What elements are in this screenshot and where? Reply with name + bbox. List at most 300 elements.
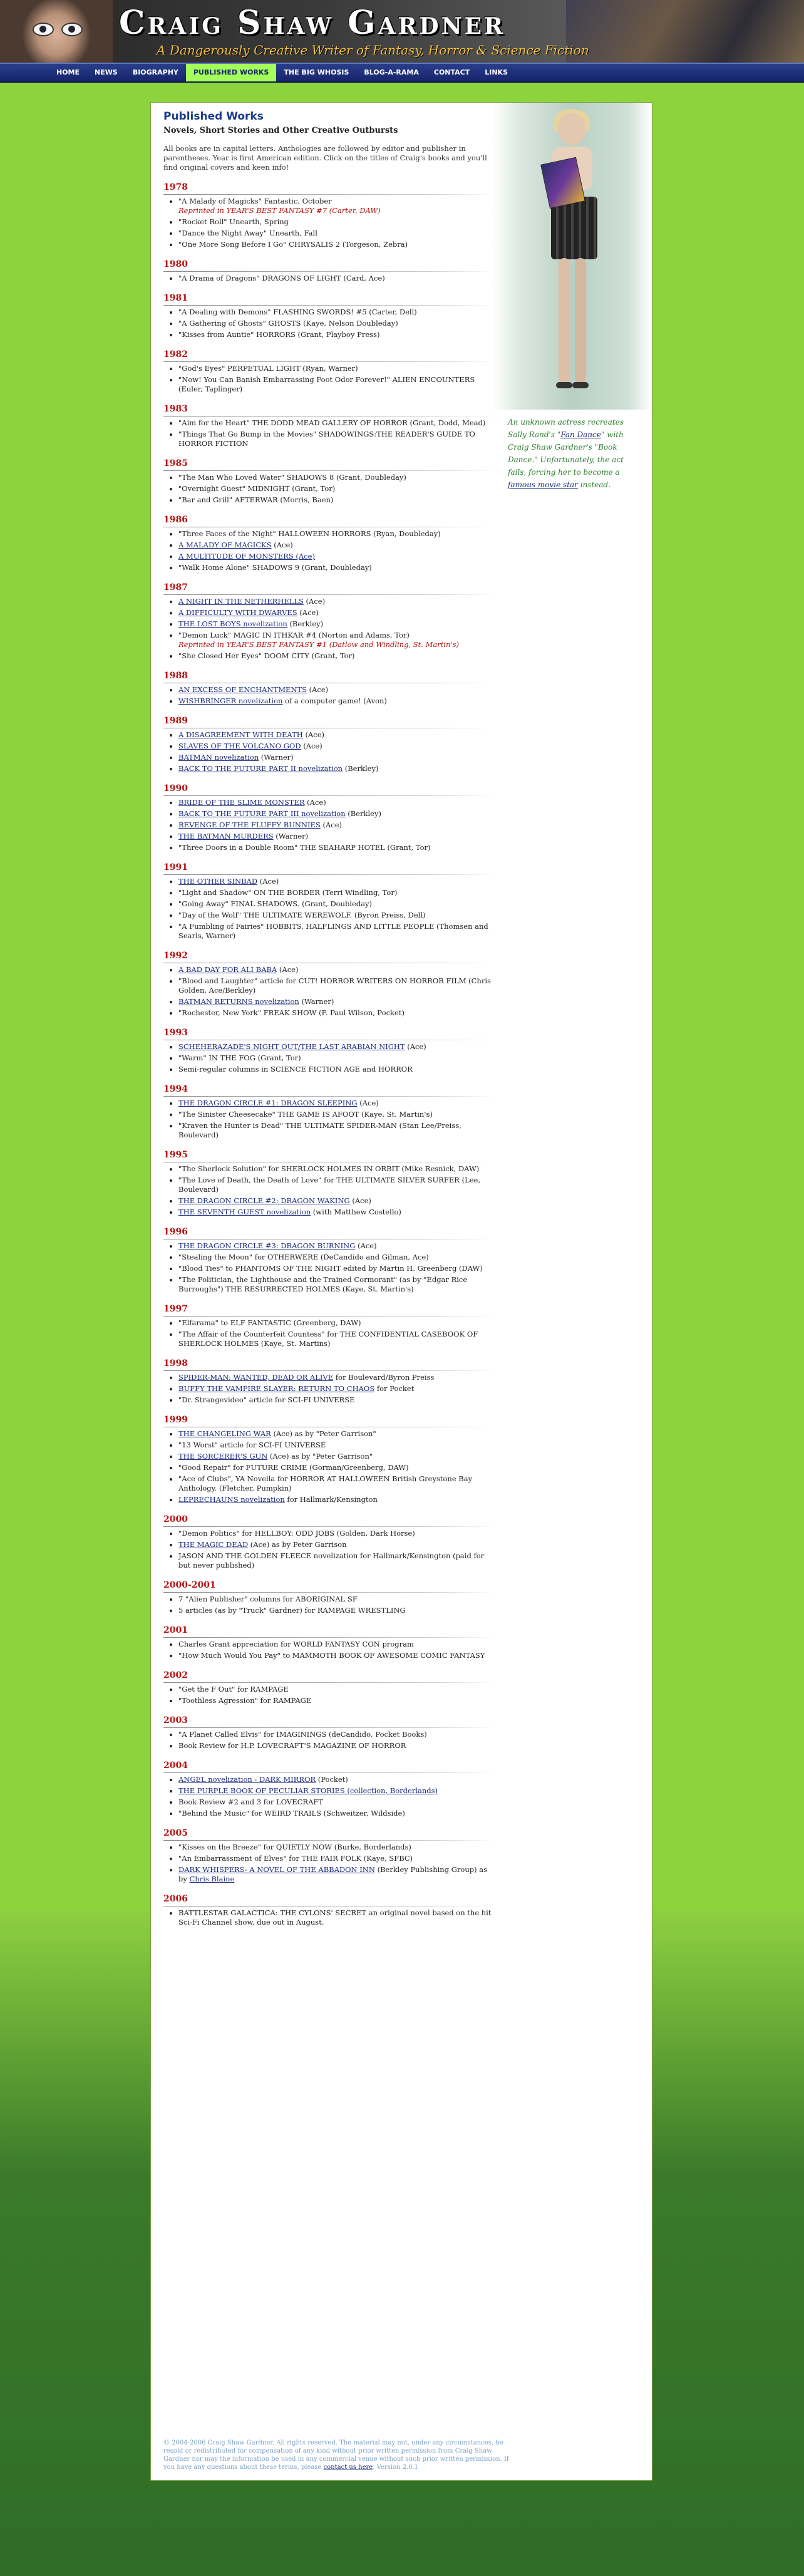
works-list <box>163 197 495 249</box>
works-list <box>163 1241 495 1294</box>
list-item <box>178 976 495 995</box>
work-text: "Light and Shadow" ON THE BORDER (Terri Windling, Tor) <box>178 888 398 897</box>
year-heading: 1981 <box>163 293 188 303</box>
work-text: (Ace) as by "Peter Garrison" <box>271 1429 376 1438</box>
work-text: JASON AND THE GOLDEN FLEECE novelization for Hallmark/Kensington (paid for but never published) <box>178 1551 485 1570</box>
site-tagline: A Dangerously Creative Writer of Fantasy, Horror & Science Fiction <box>157 43 589 58</box>
book-title-link[interactable]: THE DRAGON CIRCLE #1: DRAGON SLEEPING <box>178 1099 358 1107</box>
work-text: "Blood Ties" to PHANTOMS OF THE NIGHT edited by Martin H. Greenberg (DAW) <box>178 1264 483 1273</box>
work-text: "Things That Go Bump in the Movies" SHADOWINGS:THE READER'S GUIDE TO HORROR FICTION <box>178 430 475 448</box>
work-text: "Toothless Agression" for RAMPAGE <box>178 1696 312 1705</box>
year-section <box>163 784 646 852</box>
list-item <box>178 1264 495 1273</box>
year-heading: 1985 <box>163 458 188 468</box>
divider <box>163 470 495 471</box>
work-text: (Berkley) <box>343 764 379 773</box>
list-item <box>178 308 495 317</box>
list-item <box>178 1008 495 1018</box>
site-title[interactable]: Craig Shaw Gardner <box>119 4 505 42</box>
divider <box>163 1370 495 1371</box>
year-heading: 1991 <box>163 862 188 872</box>
eye-icon <box>33 23 54 36</box>
work-text: (Warner) <box>299 997 334 1006</box>
list-item <box>178 597 495 606</box>
book-title-link[interactable]: THE SORCERER'S GUN <box>178 1452 268 1461</box>
site-banner <box>0 0 804 63</box>
book-title-link[interactable]: THE OTHER SINBAD <box>178 877 258 886</box>
divider <box>163 1526 495 1527</box>
book-title-link[interactable]: A DIFFICULTY WITH DWARVES <box>178 608 297 617</box>
list-item <box>178 651 495 661</box>
nav-item-contact[interactable]: CONTACT <box>433 68 470 76</box>
year-heading: 1995 <box>163 1150 188 1160</box>
list-item <box>178 364 495 373</box>
work-text: (Berkley) <box>345 809 381 818</box>
works-list <box>163 1164 495 1217</box>
list-item <box>178 922 495 941</box>
nav-item-published-works[interactable]: PUBLISHED WORKS <box>186 64 276 81</box>
work-text: "She Closed Her Eyes" DOOM CITY (Grant, Tor) <box>178 651 355 660</box>
list-item <box>178 1042 495 1052</box>
works-list <box>163 1529 495 1570</box>
famous-movie-star-link[interactable]: famous movie star <box>508 480 578 489</box>
works-list <box>163 1775 495 1818</box>
work-text: "God's Eyes" PERPETUAL LIGHT (Ryan, Warner) <box>178 364 358 373</box>
year-section <box>163 1761 646 1818</box>
year-heading: 1999 <box>163 1415 188 1425</box>
list-item <box>178 1330 495 1348</box>
list-item <box>178 1474 495 1493</box>
list-item <box>178 798 495 807</box>
work-text: "The Sinister Cheesecake" THE GAME IS AFOOT (Kaye, St. Martin's) <box>178 1110 433 1119</box>
work-text: "Overnight Guest" MIDNIGHT (Grant, Tor) <box>178 484 336 493</box>
list-item <box>178 1053 495 1063</box>
year-section <box>163 1670 646 1705</box>
list-item <box>178 430 495 448</box>
work-text: "One More Song Before I Go" CHRYSALIS 2 (Torgeson, Zebra) <box>178 240 408 249</box>
work-text: of a computer game! (Avon) <box>282 696 387 705</box>
book-title-link[interactable]: THE MAGIC DEAD <box>178 1540 249 1549</box>
list-item <box>178 495 495 505</box>
work-text: "Kraven the Hunter is Dead" THE ULTIMATE SPIDER-MAN (Stan Lee/Preiss, Boulevard) <box>178 1121 461 1139</box>
list-item <box>178 1395 495 1405</box>
list-item <box>178 619 495 629</box>
list-item <box>178 820 495 830</box>
list-item <box>178 375 495 394</box>
banner-artwork <box>566 0 804 63</box>
work-text: "Bar and Grill" AFTERWAR (Morris, Baen) <box>178 495 334 504</box>
year-heading: 2000-2001 <box>163 1580 216 1590</box>
works-list <box>163 1595 495 1615</box>
work-text: (Ace) <box>257 877 279 886</box>
list-item <box>178 1176 495 1194</box>
nav-item-home[interactable]: HOME <box>56 68 80 76</box>
work-text: (Ace) <box>301 742 322 750</box>
year-section <box>163 716 646 773</box>
list-item <box>178 753 495 762</box>
book-title-link[interactable]: THE CHANGELING WAR <box>178 1429 271 1438</box>
book-title-link[interactable]: BATMAN RETURNS novelization <box>178 997 299 1006</box>
divider <box>163 795 495 796</box>
book-title-link[interactable]: A MULTITUDE OF MONSTERS (Ace) <box>178 552 315 561</box>
list-item <box>178 899 495 909</box>
work-text: 7 "Alien Publisher" columns for ABORIGINAL SF <box>178 1595 358 1603</box>
list-item <box>178 730 495 740</box>
list-item <box>178 1908 495 1927</box>
work-text: "A Gathering of Ghosts" GHOSTS (Kaye, Nelson Doubleday) <box>178 319 398 328</box>
author-photo <box>0 0 113 63</box>
divider <box>163 1772 495 1773</box>
work-text: "Rochester, New York" FREAK SHOW (F. Paul Wilson, Pocket) <box>178 1008 405 1017</box>
list-item <box>178 1495 495 1504</box>
nav-item-links[interactable]: LINKS <box>485 68 508 76</box>
year-section <box>163 1227 646 1294</box>
list-item <box>178 217 495 227</box>
work-text: "A Planet Called Elvis" for IMAGININGS (deCandido, Pocket Books) <box>178 1730 427 1739</box>
list-item <box>178 965 495 975</box>
year-heading: 1978 <box>163 182 188 192</box>
work-text: "An Embarrassment of Elves" for THE FAIR FOLK (Kaye, SFBC) <box>178 1854 413 1863</box>
list-item <box>178 240 495 249</box>
works-list <box>163 418 495 448</box>
work-text: "Walk Home Alone" SHADOWS 9 (Grant, Doubleday) <box>178 563 372 572</box>
work-text: "13 Worst" article for SCI-FI UNIVERSE <box>178 1441 326 1449</box>
year-heading: 1989 <box>163 716 188 726</box>
book-title-link[interactable]: BACK TO THE FUTURE PART III novelization <box>178 809 346 818</box>
work-text: "Warm" IN THE FOG (Grant, Tor) <box>178 1053 301 1062</box>
list-item <box>178 1429 495 1439</box>
work-text: (Ace) <box>302 730 324 739</box>
list-item <box>178 1441 495 1450</box>
book-title-link[interactable]: THE SEVENTH GUEST novelization <box>178 1208 311 1216</box>
list-item <box>178 1696 495 1705</box>
book-title-link[interactable]: THE LOST BOYS novelization <box>178 619 287 628</box>
book-title-link[interactable]: AN EXCESS OF ENCHANTMENTS <box>178 685 307 694</box>
page-subtitle: Novels, Short Stories and Other Creative Outbursts <box>163 126 398 135</box>
book-title-link[interactable]: BACK TO THE FUTURE PART II novelization <box>178 764 343 773</box>
list-item <box>178 330 495 339</box>
list-item <box>178 1606 495 1615</box>
list-item <box>178 1384 495 1394</box>
work-text: "Going Away" FINAL SHADOWS. (Grant, Doubleday) <box>178 899 373 908</box>
works-list <box>163 1099 495 1140</box>
year-heading: 2006 <box>163 1894 188 1904</box>
work-text: "Dance the Night Away" Unearth, Fall <box>178 229 317 237</box>
year-heading: 1990 <box>163 784 188 794</box>
list-item <box>178 563 495 572</box>
year-section <box>163 1358 646 1405</box>
list-item <box>178 1529 495 1538</box>
work-text: "Elfarama" to ELF FANTASTIC (Greenberg, DAW) <box>178 1318 361 1327</box>
work-text: "A Drama of Dragons" DRAGONS OF LIGHT (Card, Ace) <box>178 274 385 282</box>
book-title-link[interactable]: SLAVES OF THE VOLCANO GOD <box>178 742 301 750</box>
list-item <box>178 631 495 649</box>
year-heading: 1996 <box>163 1227 188 1237</box>
year-heading: 1992 <box>163 951 188 961</box>
divider <box>163 305 495 306</box>
year-heading: 1997 <box>163 1304 188 1314</box>
list-item <box>178 1318 495 1328</box>
book-title-link[interactable]: DARK WHISPERS- A NOVEL OF THE ABBADON INN <box>178 1865 375 1874</box>
nav-item-the-big-whosis[interactable]: THE BIG WHOSIS <box>284 68 349 76</box>
work-text: "Rocket Roll" Unearth, Spring <box>178 217 289 226</box>
book-title-link[interactable]: BUFFY THE VAMPIRE SLAYER: RETURN TO CHAOS <box>178 1384 375 1393</box>
work-text: BATTLESTAR GALACTICA: THE CYLONS' SECRET an original novel based on the hit Sci-Fi Channel show, due out in August. <box>178 1908 492 1927</box>
nav-item-news[interactable]: NEWS <box>95 68 118 76</box>
divider <box>163 594 495 595</box>
work-text: "Stealing the Moon" for OTHERWERE (DeCandido and Gilman, Ace) <box>178 1253 429 1261</box>
list-item <box>178 888 495 897</box>
book-title-link[interactable]: SPIDER-MAN: WANTED, DEAD OR ALIVE <box>178 1373 334 1382</box>
year-heading: 1993 <box>163 1028 188 1038</box>
book-title-link[interactable]: A NIGHT IN THE NETHERHELLS <box>178 597 304 606</box>
year-heading: 1982 <box>163 349 188 360</box>
book-title-link[interactable]: BATMAN novelization <box>178 753 259 762</box>
year-section <box>163 1715 646 1751</box>
work-text: "A Fumbling of Fairies" HOBBITS, HALFLINGS AND LITTLE PEOPLE (Thomsen and Searls, Warner) <box>178 922 488 940</box>
year-section <box>163 1625 646 1660</box>
list-item <box>178 1196 495 1206</box>
book-title-link[interactable]: THE DRAGON CIRCLE #2: DRAGON WAKING <box>178 1196 350 1205</box>
work-text: "Three Faces of the Night" HALLOWEEN HORRORS (Ryan, Doubleday) <box>178 529 441 538</box>
divider <box>163 1096 495 1097</box>
list-item <box>178 1208 495 1217</box>
book-title-link[interactable]: THE BATMAN MURDERS <box>178 832 274 841</box>
year-heading: 2004 <box>163 1761 188 1771</box>
year-heading: 1994 <box>163 1084 188 1094</box>
work-text: (Berkley Publishing Group) as by <box>178 1865 487 1883</box>
work-text: for Pocket <box>374 1384 415 1393</box>
work-text: "The Love of Death, the Death of Love" for THE ULTIMATE SILVER SURFER (Lee, Boulevard) <box>178 1176 480 1194</box>
book-title-link[interactable]: A MALADY OF MAGICKS <box>178 541 272 549</box>
year-section <box>163 1415 646 1504</box>
list-item <box>178 1685 495 1694</box>
work-text: (Ace) <box>271 541 293 549</box>
divider <box>163 1682 495 1683</box>
list-item <box>178 274 495 283</box>
book-title-link[interactable]: WISHBRINGER novelization <box>178 696 283 705</box>
divider <box>163 1592 495 1593</box>
work-text: (Ace) <box>405 1042 426 1051</box>
year-section <box>163 1028 646 1074</box>
contact-us-link[interactable]: contact us here <box>323 2464 373 2471</box>
list-item <box>178 1854 495 1863</box>
works-list <box>163 685 495 706</box>
list-item <box>178 1865 495 1884</box>
book-title-link[interactable]: ANGEL novelization - DARK MIRROR <box>178 1775 316 1784</box>
list-item <box>178 541 495 550</box>
list-item <box>178 1551 495 1570</box>
list-item <box>178 1786 495 1796</box>
divider <box>163 1727 495 1728</box>
work-text: (with Matthew Costello) <box>311 1208 401 1216</box>
nav-items <box>49 64 515 81</box>
work-text: (Ace) <box>306 685 329 694</box>
works-list <box>163 1843 495 1884</box>
year-heading: 2002 <box>163 1670 188 1680</box>
list-item <box>178 1730 495 1739</box>
list-item <box>178 1540 495 1549</box>
year-heading: 2003 <box>163 1715 188 1725</box>
list-item <box>178 484 495 494</box>
year-section <box>163 671 646 706</box>
list-item <box>178 843 495 852</box>
list-item <box>178 1373 495 1382</box>
list-item <box>178 1253 495 1262</box>
work-text: "Demon Luck" MAGIC IN ITHKAR #4 (Norton and Adams, Tor) <box>178 631 410 639</box>
works-list <box>163 1429 495 1504</box>
works-list <box>163 1908 495 1927</box>
work-text: "Get the F Out" for RAMPAGE <box>178 1685 289 1694</box>
list-item <box>178 1065 495 1074</box>
list-item <box>178 1843 495 1852</box>
works-list <box>163 1373 495 1405</box>
list-item <box>178 1275 495 1294</box>
year-section <box>163 515 646 572</box>
year-section <box>163 951 646 1018</box>
work-text: (Ace) <box>297 608 319 617</box>
nav-item-biography[interactable]: BIOGRAPHY <box>132 68 178 76</box>
work-text: (Ace) <box>355 1241 377 1250</box>
year-section <box>163 1084 646 1140</box>
intro-text: All books are in capital letters. Anthologies are followed by editor and publisher in parentheses. Year is first American edition. Click on the titles of Craig's books and you'll find original covers and keen info! <box>163 144 487 172</box>
list-item <box>178 473 495 482</box>
list-item <box>178 1640 495 1649</box>
work-text: for Hallmark/Kensington <box>284 1495 378 1504</box>
works-list <box>163 308 495 339</box>
works-list <box>163 473 495 505</box>
list-item <box>178 832 495 841</box>
year-section <box>163 582 646 661</box>
work-text: Book Review for H.P. LOVECRAFT'S MAGAZINE OF HORROR <box>178 1741 406 1750</box>
book-title-link[interactable]: A DISAGREEMENT WITH DEATH <box>178 730 303 739</box>
list-item <box>178 1775 495 1784</box>
work-text: "Kisses on the Breeze" for QUIETLY NOW (Burke, Borderlands) <box>178 1843 411 1851</box>
work-text: (Ace) <box>320 820 343 829</box>
year-heading: 1983 <box>163 404 188 414</box>
list-item <box>178 1741 495 1751</box>
year-section <box>163 1150 646 1217</box>
nav-item-blog-a-rama[interactable]: BLOG-A-RAMA <box>364 68 419 76</box>
year-section <box>163 1894 646 1927</box>
year-section <box>163 862 646 941</box>
work-text: "Day of the Wolf" THE ULTIMATE WEREWOLF. (Byron Preiss, Dell) <box>178 911 426 919</box>
list-item <box>178 1463 495 1472</box>
list-item <box>178 877 495 886</box>
work-text: "Three Doors in a Double Room" THE SEAHARP HOTEL (Grant, Tor) <box>178 843 431 852</box>
list-item <box>178 1798 495 1807</box>
work-text: "Blood and Laughter" article for CUT! HORROR WRITERS ON HORROR FILM (Chris Golden, Ace/Berkley) <box>178 976 491 995</box>
divider <box>163 271 495 272</box>
works-list <box>163 364 495 394</box>
works-list <box>163 730 495 773</box>
year-heading: 1998 <box>163 1358 188 1368</box>
actress-photo <box>492 103 652 410</box>
divider <box>163 874 495 875</box>
work-text: 5 articles (as by "Truck" Gardner) for RAMPAGE WRESTLING <box>178 1606 406 1615</box>
work-text: "The Affair of the Counterfeit Countess" for THE CONFIDENTIAL CASEBOOK OF SHERLOCK HOLMES (Kaye, St. Martins) <box>178 1330 478 1348</box>
work-text: "Behind the Music" for WEIRD TRAILS (Schweitzer, Wildside) <box>178 1809 405 1818</box>
book-title-link[interactable]: SCHEHERAZADE'S NIGHT OUT/THE LAST ARABIAN NIGHT <box>178 1042 405 1051</box>
work-text: (Ace) as by Peter Garrison <box>248 1540 347 1549</box>
list-item <box>178 742 495 751</box>
year-heading: 1987 <box>163 582 188 592</box>
work-text: "How Much Would You Pay" to MAMMOTH BOOK OF AWESOME COMIC FANTASY <box>178 1651 485 1660</box>
work-text: "The Man Who Loved Water" SHADOWS 8 (Grant, Doubleday) <box>178 473 406 482</box>
works-list <box>163 1730 495 1751</box>
work-text: Book Review #2 and 3 for LOVECRAFT <box>178 1798 324 1806</box>
year-heading: 1986 <box>163 515 188 525</box>
list-item <box>178 809 495 819</box>
divider <box>163 194 495 195</box>
list-item <box>178 1099 495 1108</box>
year-section <box>163 1828 646 1884</box>
footer-copyright: © 2004-2006 Craig Shaw Gardner. All rights reserved. The material may not, under any circumstances, be resold or redistributed for compensation of any kind without prior written permission from Craig Shaw Gardner nor may the information be used in any commercial venue without such prior written permission. If you have any questions about these terms, please contact us here. Version 2.0.1 <box>163 2439 509 2471</box>
work-text: "The Politician, the Lighthouse and the Trained Cormorant" (as by "Edgar Rice Burroughs") THE RESURRECTED HOLMES (Kaye, St. Martin's) <box>178 1275 468 1293</box>
works-list <box>163 1318 495 1348</box>
page-title: Published Works <box>163 110 264 123</box>
work-text: "The Sherlock Solution" for SHERLOCK HOLMES IN ORBIT (Mike Resnick, DAW) <box>178 1164 480 1173</box>
book-title-link[interactable]: A BAD DAY FOR ALI BABA <box>178 965 277 974</box>
list-item <box>178 229 495 238</box>
work-text: Charles Grant appreciation for WORLD FANTASY CON program <box>178 1640 414 1648</box>
list-item <box>178 997 495 1006</box>
reprint-note: Reprinted in YEAR'S BEST FANTASY #1 (Datlow and Windling, St. Martin's) <box>178 640 459 649</box>
list-item <box>178 529 495 539</box>
book-title-link[interactable]: LEPRECHAUNS novelization <box>178 1495 285 1504</box>
year-section <box>163 1580 646 1615</box>
divider <box>163 1840 495 1841</box>
list-item <box>178 1121 495 1140</box>
list-item <box>178 696 495 706</box>
list-item <box>178 764 495 773</box>
list-item <box>178 1241 495 1251</box>
work-text: (Ace) <box>303 597 326 606</box>
works-list <box>163 529 495 572</box>
works-list <box>163 798 495 852</box>
book-title-link[interactable]: REVENGE OF THE FLUFFY BUNNIES <box>178 820 321 829</box>
work-text: Semi-regular columns in SCIENCE FICTION AGE and HORROR <box>178 1065 413 1073</box>
year-section <box>163 1514 646 1570</box>
reprint-note: Reprinted in YEAR'S BEST FANTASY #7 (Carter, DAW) <box>178 206 381 215</box>
works-list <box>163 597 495 661</box>
work-text: (Warner) <box>273 832 309 841</box>
list-item <box>178 418 495 428</box>
book-title-link[interactable]: THE DRAGON CIRCLE #3: DRAGON BURNING <box>178 1241 356 1250</box>
year-heading: 1988 <box>163 671 188 681</box>
works-list <box>163 1640 495 1660</box>
work-text: "Good Repair" for FUTURE CRIME (Gorman/Greenberg, DAW) <box>178 1463 409 1472</box>
content-panel <box>150 102 652 2481</box>
work-text: (Ace) <box>304 798 326 807</box>
list-item <box>178 1809 495 1818</box>
work-text: (Ace) <box>357 1099 379 1107</box>
list-item <box>178 1164 495 1174</box>
book-title-link[interactable]: THE PURPLE BOOK OF PECULIAR STORIES (collection, Borderlands) <box>178 1786 438 1795</box>
work-text: "Dr. Strangevideo" article for SCI-FI UNIVERSE <box>178 1395 355 1404</box>
fan-dance-link[interactable]: Fan Dance <box>560 430 601 439</box>
year-section <box>163 1304 646 1348</box>
work-text: (Ace) <box>349 1196 371 1205</box>
work-text: (Berkley) <box>287 619 324 628</box>
year-heading: 1980 <box>163 259 188 269</box>
list-item <box>178 1651 495 1660</box>
list-item <box>178 319 495 328</box>
book-title-link[interactable]: Chris Blaine <box>189 1875 235 1883</box>
photo-caption: An unknown actress recreates Sally Rand's "Fan Dance" with Craig Shaw Gardner's "Book Dance." Unfortunately, the act fails, forcing her to become a famous movie star instead. <box>508 418 624 489</box>
book-title-link[interactable]: BRIDE OF THE SLIME MONSTER <box>178 798 305 807</box>
work-text: (Warner) <box>259 753 294 762</box>
